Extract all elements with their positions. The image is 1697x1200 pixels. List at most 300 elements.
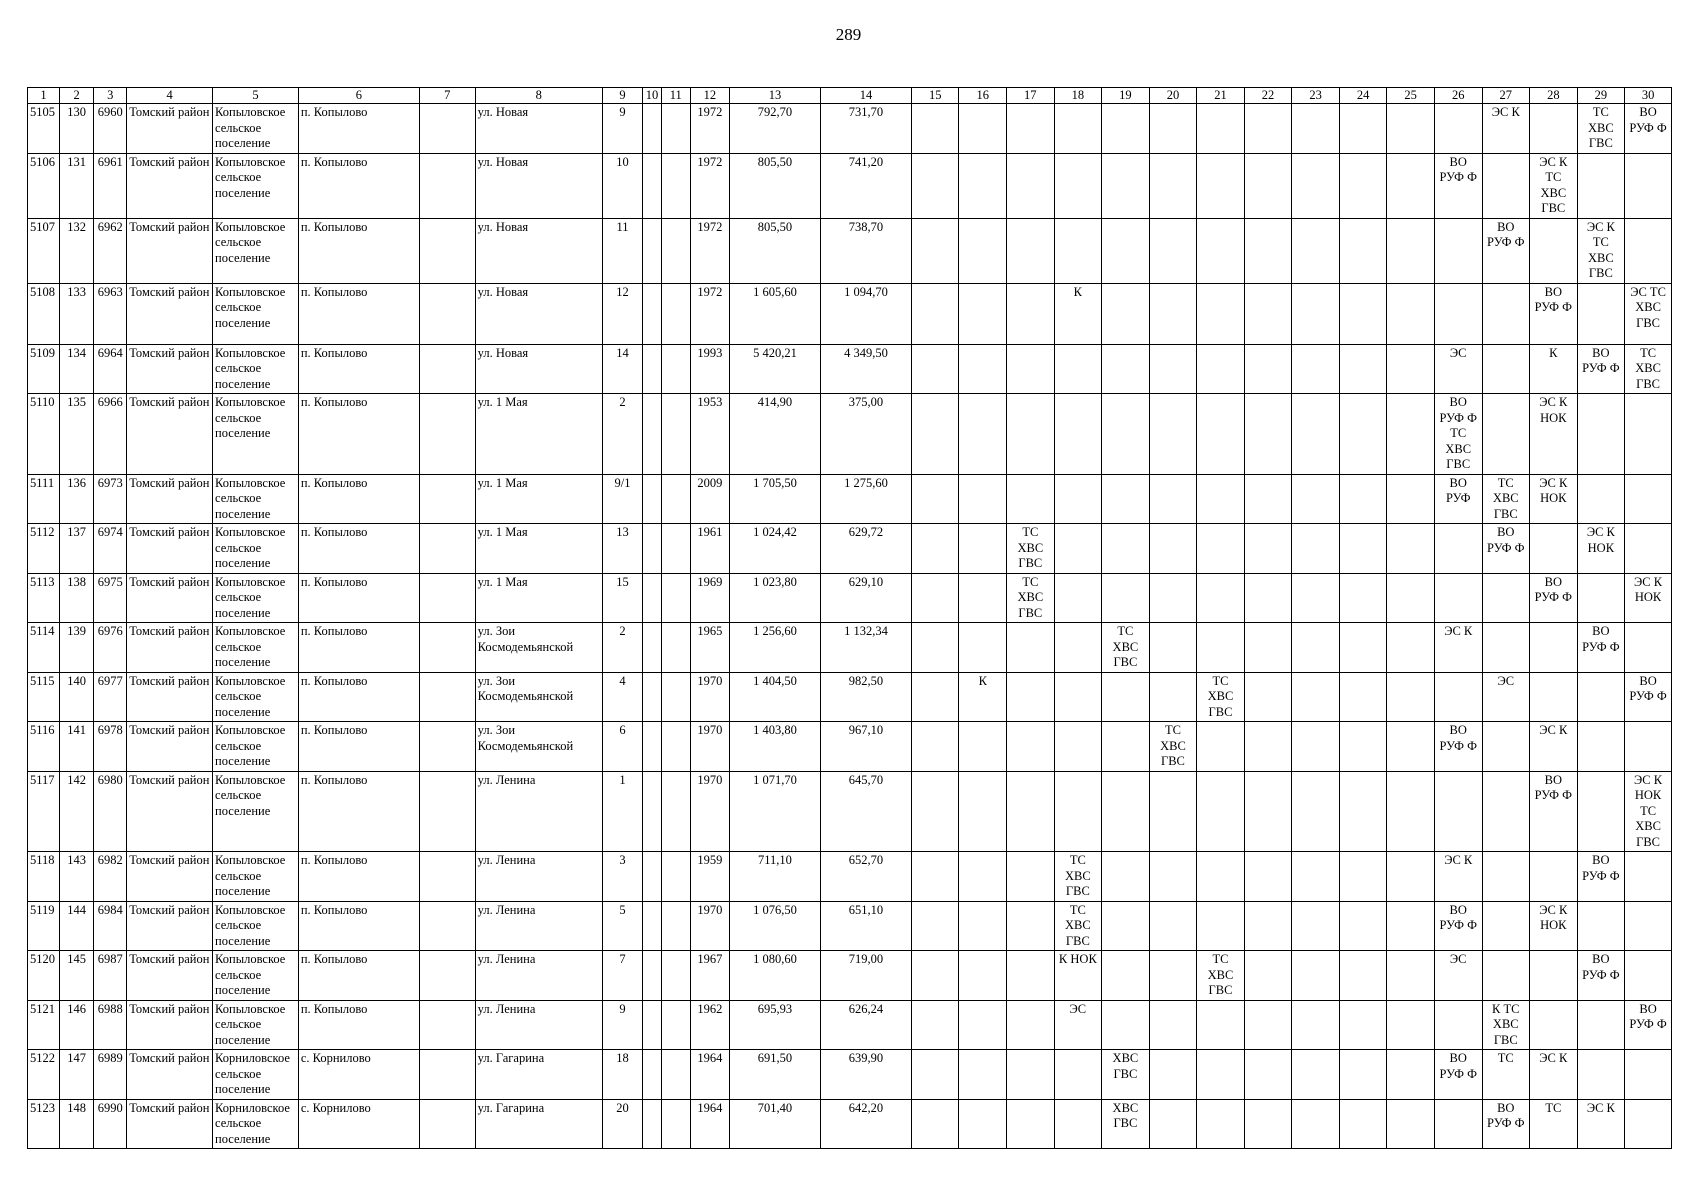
utility-cell-col-15 [911, 1000, 959, 1050]
cell-col-2: 134 [60, 344, 94, 394]
cell-col-4: Томский район [127, 672, 213, 722]
utility-cell-col-17 [1007, 1099, 1055, 1149]
utility-cell-col-28: ЭС К ТС ХВС ГВС [1530, 153, 1578, 218]
cell-col-1: 5123 [28, 1099, 60, 1149]
utility-cell-col-22 [1244, 283, 1292, 344]
utility-cell-col-24 [1339, 573, 1387, 623]
cell-col-7 [419, 344, 475, 394]
cell-col-14: 741,20 [820, 153, 911, 218]
cell-col-2: 137 [60, 524, 94, 574]
cell-col-2: 138 [60, 573, 94, 623]
utility-cell-col-21: ТС ХВС ГВС [1197, 672, 1245, 722]
cell-col-14: 651,10 [820, 901, 911, 951]
cell-col-12: 1967 [690, 951, 729, 1001]
column-number-1: 1 [28, 88, 60, 104]
utility-cell-col-29 [1577, 1000, 1625, 1050]
utility-cell-col-25 [1387, 1099, 1435, 1149]
table-row [28, 722, 1672, 772]
utility-cell-col-30 [1625, 901, 1672, 951]
utility-cell-col-16 [959, 623, 1007, 673]
cell-col-12: 1962 [690, 1000, 729, 1050]
cell-col-12: 1964 [690, 1050, 729, 1100]
table-row [28, 901, 1672, 951]
utility-cell-col-21 [1197, 474, 1245, 524]
cell-col-6: п. Копылово [298, 951, 419, 1001]
utility-cell-col-23 [1292, 474, 1340, 524]
utility-cell-col-19: ТС ХВС ГВС [1102, 623, 1150, 673]
utility-cell-col-24 [1339, 218, 1387, 283]
utility-cell-col-24 [1339, 524, 1387, 574]
utility-cell-col-23 [1292, 901, 1340, 951]
cell-col-13: 1 076,50 [729, 901, 820, 951]
utility-cell-col-19 [1102, 394, 1150, 475]
cell-col-8: ул. Зои Космодемьянской [475, 623, 602, 673]
cell-col-8: ул. Новая [475, 218, 602, 283]
cell-col-6: п. Копылово [298, 852, 419, 902]
cell-col-3: 6960 [94, 104, 127, 154]
utility-cell-col-17 [1007, 104, 1055, 154]
utility-cell-col-21 [1197, 344, 1245, 394]
utility-cell-col-19 [1102, 771, 1150, 852]
cell-col-14: 967,10 [820, 722, 911, 772]
utility-cell-col-30 [1625, 524, 1672, 574]
utility-cell-col-27 [1482, 623, 1530, 673]
column-number-28: 28 [1530, 88, 1578, 104]
utility-cell-col-16 [959, 722, 1007, 772]
cell-col-14: 1 275,60 [820, 474, 911, 524]
cell-col-6: п. Копылово [298, 344, 419, 394]
cell-col-9: 13 [602, 524, 642, 574]
utility-cell-col-26 [1434, 1000, 1482, 1050]
cell-col-9: 2 [602, 623, 642, 673]
utility-cell-col-30 [1625, 474, 1672, 524]
cell-col-3: 6962 [94, 218, 127, 283]
column-number-8: 8 [475, 88, 602, 104]
column-number-20: 20 [1149, 88, 1197, 104]
cell-col-11 [661, 104, 690, 154]
cell-col-1: 5107 [28, 218, 60, 283]
utility-cell-col-25 [1387, 104, 1435, 154]
utility-cell-col-24 [1339, 672, 1387, 722]
cell-col-6: п. Копылово [298, 722, 419, 772]
cell-col-12: 1972 [690, 153, 729, 218]
utility-cell-col-28 [1530, 524, 1578, 574]
utility-cell-col-20 [1149, 104, 1197, 154]
table-row [28, 1050, 1672, 1100]
cell-col-2: 144 [60, 901, 94, 951]
cell-col-11 [661, 1050, 690, 1100]
utility-cell-col-26 [1434, 283, 1482, 344]
table-row [28, 1000, 1672, 1050]
cell-col-13: 711,10 [729, 852, 820, 902]
utility-cell-col-20 [1149, 524, 1197, 574]
column-number-3: 3 [94, 88, 127, 104]
utility-cell-col-27 [1482, 951, 1530, 1001]
cell-col-6: п. Копылово [298, 573, 419, 623]
column-number-6: 6 [298, 88, 419, 104]
utility-cell-col-21: ТС ХВС ГВС [1197, 951, 1245, 1001]
utility-cell-col-23 [1292, 524, 1340, 574]
cell-col-10 [643, 283, 662, 344]
cell-col-3: 6964 [94, 344, 127, 394]
cell-col-5: Копыловское сельское поселение [213, 901, 299, 951]
utility-cell-col-25 [1387, 283, 1435, 344]
utility-cell-col-15 [911, 524, 959, 574]
utility-cell-col-18 [1054, 344, 1102, 394]
column-number-7: 7 [419, 88, 475, 104]
cell-col-9: 11 [602, 218, 642, 283]
cell-col-3: 6977 [94, 672, 127, 722]
cell-col-5: Копыловское сельское поселение [213, 218, 299, 283]
utility-cell-col-24 [1339, 951, 1387, 1001]
cell-col-9: 14 [602, 344, 642, 394]
cell-col-9: 18 [602, 1050, 642, 1100]
cell-col-10 [643, 104, 662, 154]
utility-cell-col-24 [1339, 623, 1387, 673]
utility-cell-col-19: ХВС ГВС [1102, 1050, 1150, 1100]
cell-col-14: 645,70 [820, 771, 911, 852]
utility-cell-col-24 [1339, 344, 1387, 394]
cell-col-5: Копыловское сельское поселение [213, 394, 299, 475]
utility-cell-col-28: ЭС К НОК [1530, 394, 1578, 475]
cell-col-3: 6990 [94, 1099, 127, 1149]
cell-col-9: 15 [602, 573, 642, 623]
utility-cell-col-22 [1244, 722, 1292, 772]
cell-col-4: Томский район [127, 852, 213, 902]
table-row [28, 951, 1672, 1001]
utility-cell-col-15 [911, 951, 959, 1001]
cell-col-3: 6989 [94, 1050, 127, 1100]
cell-col-7 [419, 218, 475, 283]
cell-col-6: п. Копылово [298, 524, 419, 574]
utility-cell-col-21 [1197, 283, 1245, 344]
cell-col-9: 20 [602, 1099, 642, 1149]
utility-cell-col-28: ВО РУФ Ф [1530, 283, 1578, 344]
column-number-13: 13 [729, 88, 820, 104]
cell-col-14: 626,24 [820, 1000, 911, 1050]
cell-col-10 [643, 1099, 662, 1149]
utility-cell-col-24 [1339, 153, 1387, 218]
column-number-19: 19 [1102, 88, 1150, 104]
cell-col-13: 695,93 [729, 1000, 820, 1050]
cell-col-9: 12 [602, 283, 642, 344]
utility-cell-col-28: ЭС К НОК [1530, 474, 1578, 524]
cell-col-12: 1972 [690, 283, 729, 344]
cell-col-11 [661, 573, 690, 623]
cell-col-10 [643, 474, 662, 524]
utility-cell-col-27: ВО РУФ Ф [1482, 1099, 1530, 1149]
utility-cell-col-15 [911, 623, 959, 673]
utility-cell-col-25 [1387, 951, 1435, 1001]
cell-col-1: 5111 [28, 474, 60, 524]
cell-col-2: 143 [60, 852, 94, 902]
utility-cell-col-25 [1387, 153, 1435, 218]
cell-col-13: 1 403,80 [729, 722, 820, 772]
utility-cell-col-30: ВО РУФ Ф [1625, 672, 1672, 722]
utility-cell-col-22 [1244, 623, 1292, 673]
cell-col-1: 5112 [28, 524, 60, 574]
cell-col-13: 5 420,21 [729, 344, 820, 394]
utility-cell-col-20 [1149, 852, 1197, 902]
cell-col-14: 1 132,34 [820, 623, 911, 673]
cell-col-11 [661, 951, 690, 1001]
utility-cell-col-29 [1577, 1050, 1625, 1100]
utility-cell-col-25 [1387, 672, 1435, 722]
utility-cell-col-24 [1339, 901, 1387, 951]
cell-col-2: 135 [60, 394, 94, 475]
cell-col-7 [419, 1000, 475, 1050]
cell-col-5: Копыловское сельское поселение [213, 153, 299, 218]
cell-col-13: 691,50 [729, 1050, 820, 1100]
cell-col-14: 738,70 [820, 218, 911, 283]
utility-cell-col-29: ВО РУФ Ф [1577, 344, 1625, 394]
table-row [28, 474, 1672, 524]
cell-col-9: 5 [602, 901, 642, 951]
utility-cell-col-15 [911, 901, 959, 951]
utility-cell-col-25 [1387, 623, 1435, 673]
utility-cell-col-23 [1292, 1000, 1340, 1050]
utility-cell-col-29 [1577, 153, 1625, 218]
cell-col-2: 130 [60, 104, 94, 154]
cell-col-8: ул. Новая [475, 283, 602, 344]
utility-cell-col-18 [1054, 474, 1102, 524]
utility-cell-col-18: К [1054, 283, 1102, 344]
cell-col-8: ул. Новая [475, 104, 602, 154]
cell-col-3: 6974 [94, 524, 127, 574]
cell-col-8: ул. Ленина [475, 771, 602, 852]
utility-cell-col-29 [1577, 901, 1625, 951]
cell-col-7 [419, 1050, 475, 1100]
utility-cell-col-30 [1625, 852, 1672, 902]
utility-cell-col-26: ЭС К [1434, 852, 1482, 902]
cell-col-1: 5108 [28, 283, 60, 344]
cell-col-1: 5106 [28, 153, 60, 218]
cell-col-2: 139 [60, 623, 94, 673]
cell-col-7 [419, 852, 475, 902]
cell-col-9: 10 [602, 153, 642, 218]
cell-col-1: 5120 [28, 951, 60, 1001]
utility-cell-col-19 [1102, 283, 1150, 344]
cell-col-10 [643, 524, 662, 574]
utility-cell-col-28: ВО РУФ Ф [1530, 771, 1578, 852]
utility-cell-col-21 [1197, 852, 1245, 902]
utility-cell-col-29 [1577, 394, 1625, 475]
cell-col-12: 1972 [690, 104, 729, 154]
utility-cell-col-30 [1625, 153, 1672, 218]
utility-cell-col-17 [1007, 852, 1055, 902]
utility-cell-col-23 [1292, 672, 1340, 722]
cell-col-10 [643, 623, 662, 673]
utility-cell-col-28 [1530, 623, 1578, 673]
utility-cell-col-24 [1339, 722, 1387, 772]
utility-cell-col-22 [1244, 104, 1292, 154]
utility-cell-col-15 [911, 771, 959, 852]
utility-cell-col-17 [1007, 474, 1055, 524]
cell-col-11 [661, 474, 690, 524]
utility-cell-col-24 [1339, 1000, 1387, 1050]
cell-col-10 [643, 901, 662, 951]
cell-col-6: п. Копылово [298, 104, 419, 154]
utility-cell-col-29: ЭС К [1577, 1099, 1625, 1149]
utility-cell-col-27 [1482, 153, 1530, 218]
cell-col-3: 6982 [94, 852, 127, 902]
utility-cell-col-23 [1292, 722, 1340, 772]
cell-col-10 [643, 722, 662, 772]
utility-cell-col-19 [1102, 344, 1150, 394]
utility-cell-col-21 [1197, 153, 1245, 218]
cell-col-6: п. Копылово [298, 474, 419, 524]
utility-cell-col-21 [1197, 218, 1245, 283]
utility-cell-col-17 [1007, 951, 1055, 1001]
utility-cell-col-27: ВО РУФ Ф [1482, 218, 1530, 283]
cell-col-6: п. Копылово [298, 672, 419, 722]
cell-col-9: 9/1 [602, 474, 642, 524]
table-row [28, 771, 1672, 852]
utility-cell-col-20 [1149, 153, 1197, 218]
utility-cell-col-23 [1292, 344, 1340, 394]
column-number-4: 4 [127, 88, 213, 104]
cell-col-1: 5110 [28, 394, 60, 475]
column-number-15: 15 [911, 88, 959, 104]
utility-cell-col-18: ЭС [1054, 1000, 1102, 1050]
utility-cell-col-22 [1244, 218, 1292, 283]
utility-cell-col-27: ЭС К [1482, 104, 1530, 154]
cell-col-8: ул. Гагарина [475, 1050, 602, 1100]
utility-cell-col-26 [1434, 104, 1482, 154]
cell-col-3: 6978 [94, 722, 127, 772]
cell-col-6: п. Копылово [298, 218, 419, 283]
cell-col-7 [419, 672, 475, 722]
cell-col-1: 5122 [28, 1050, 60, 1100]
utility-cell-col-26 [1434, 218, 1482, 283]
utility-cell-col-29 [1577, 722, 1625, 772]
utility-cell-col-25 [1387, 573, 1435, 623]
utility-cell-col-27 [1482, 283, 1530, 344]
utility-cell-col-18 [1054, 394, 1102, 475]
utility-cell-col-21 [1197, 623, 1245, 673]
cell-col-4: Томский район [127, 524, 213, 574]
utility-cell-col-26: ВО РУФ Ф [1434, 1050, 1482, 1100]
cell-col-6: п. Копылово [298, 771, 419, 852]
utility-cell-col-21 [1197, 771, 1245, 852]
utility-cell-col-18 [1054, 722, 1102, 772]
cell-col-7 [419, 573, 475, 623]
utility-cell-col-15 [911, 722, 959, 772]
utility-cell-col-29: ЭС К НОК [1577, 524, 1625, 574]
utility-cell-col-20 [1149, 1000, 1197, 1050]
utility-cell-col-23 [1292, 1050, 1340, 1100]
cell-col-1: 5121 [28, 1000, 60, 1050]
utility-cell-col-16 [959, 283, 1007, 344]
cell-col-2: 145 [60, 951, 94, 1001]
cell-col-7 [419, 104, 475, 154]
utility-cell-col-22 [1244, 852, 1292, 902]
cell-col-7 [419, 951, 475, 1001]
utility-cell-col-27 [1482, 852, 1530, 902]
cell-col-12: 1969 [690, 573, 729, 623]
utility-cell-col-27: ТС ХВС ГВС [1482, 474, 1530, 524]
cell-col-3: 6988 [94, 1000, 127, 1050]
utility-cell-col-15 [911, 672, 959, 722]
utility-cell-col-28 [1530, 104, 1578, 154]
utility-cell-col-26 [1434, 524, 1482, 574]
cell-col-12: 1970 [690, 722, 729, 772]
utility-cell-col-18 [1054, 623, 1102, 673]
utility-cell-col-30: ЭС ТС ХВС ГВС [1625, 283, 1672, 344]
utility-cell-col-16 [959, 153, 1007, 218]
table-body [28, 104, 1672, 1149]
utility-cell-col-20 [1149, 573, 1197, 623]
cell-col-7 [419, 623, 475, 673]
utility-cell-col-28 [1530, 1000, 1578, 1050]
utility-cell-col-19 [1102, 901, 1150, 951]
cell-col-4: Томский район [127, 623, 213, 673]
cell-col-2: 131 [60, 153, 94, 218]
cell-col-10 [643, 771, 662, 852]
utility-cell-col-23 [1292, 218, 1340, 283]
utility-cell-col-17 [1007, 153, 1055, 218]
utility-cell-col-18: ТС ХВС ГВС [1054, 852, 1102, 902]
cell-col-11 [661, 1000, 690, 1050]
cell-col-14: 719,00 [820, 951, 911, 1001]
cell-col-1: 5105 [28, 104, 60, 154]
utility-cell-col-16 [959, 474, 1007, 524]
cell-col-11 [661, 901, 690, 951]
utility-cell-col-17 [1007, 1000, 1055, 1050]
utility-cell-col-25 [1387, 771, 1435, 852]
utility-cell-col-28 [1530, 218, 1578, 283]
cell-col-10 [643, 394, 662, 475]
cell-col-14: 1 094,70 [820, 283, 911, 344]
utility-cell-col-26 [1434, 771, 1482, 852]
utility-cell-col-26: ЭС [1434, 951, 1482, 1001]
utility-cell-col-20 [1149, 474, 1197, 524]
cell-col-4: Томский район [127, 573, 213, 623]
utility-cell-col-19 [1102, 722, 1150, 772]
cell-col-8: ул. 1 Мая [475, 474, 602, 524]
column-number-row [28, 88, 1672, 104]
column-number-24: 24 [1339, 88, 1387, 104]
utility-cell-col-25 [1387, 1000, 1435, 1050]
cell-col-11 [661, 153, 690, 218]
cell-col-11 [661, 394, 690, 475]
utility-cell-col-26 [1434, 1099, 1482, 1149]
utility-cell-col-18 [1054, 573, 1102, 623]
utility-cell-col-25 [1387, 474, 1435, 524]
utility-cell-col-15 [911, 104, 959, 154]
utility-cell-col-21 [1197, 901, 1245, 951]
utility-cell-col-21 [1197, 722, 1245, 772]
cell-col-14: 982,50 [820, 672, 911, 722]
utility-cell-col-17 [1007, 394, 1055, 475]
cell-col-3: 6976 [94, 623, 127, 673]
cell-col-12: 2009 [690, 474, 729, 524]
utility-cell-col-28: К [1530, 344, 1578, 394]
cell-col-6: п. Копылово [298, 283, 419, 344]
column-number-10: 10 [643, 88, 662, 104]
cell-col-10 [643, 1050, 662, 1100]
cell-col-9: 9 [602, 104, 642, 154]
utility-cell-col-15 [911, 153, 959, 218]
cell-col-9: 2 [602, 394, 642, 475]
column-number-30: 30 [1625, 88, 1672, 104]
utility-cell-col-25 [1387, 344, 1435, 394]
utility-cell-col-16 [959, 394, 1007, 475]
cell-col-14: 731,70 [820, 104, 911, 154]
utility-cell-col-27 [1482, 573, 1530, 623]
cell-col-5: Копыловское сельское поселение [213, 623, 299, 673]
cell-col-9: 9 [602, 1000, 642, 1050]
